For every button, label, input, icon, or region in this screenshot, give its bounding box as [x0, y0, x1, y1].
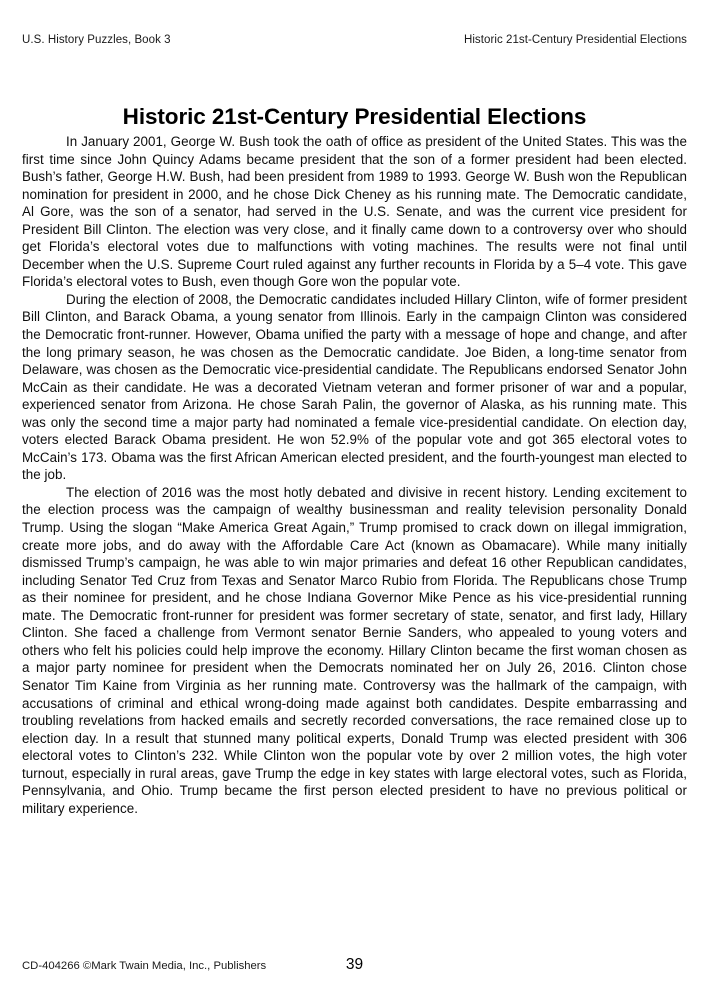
running-head [22, 33, 687, 49]
running-head-book-title: U.S. History Puzzles, Book 3 [22, 34, 171, 46]
running-head-lesson-title: Historic 21st-Century Presidential Elections [463, 34, 687, 46]
body-paragraph-2: During the election of 2008, the Democratic candidates included Hillary Clinton, wife of former president Bill Clinton, and Barack Obama, a young senator from Illinois. Early in the campaign Clinton was considered the Democratic front-runner. However, Obama unified the party with a message of hope and change, and after the long primary season, he was chosen as the Democratic candidate. Joe Biden, a long-time senator from Delaware, was chosen as the Democratic vice-presidential candidate. The Republicans endorsed Senator John McCain as their candidate. He was a decorated Vietnam veteran and former prisoner of war and a popular, experienced senator from Arizona. He chose Sarah Palin, the governor of Alaska, as his running mate. This was only the second time a major party had nominated a female vice-presidential candidate. On election day, voters elected Barack Obama president. He won 52.9% of the popular vote and got 365 electoral votes to McCain’s 173. Obama was the first African American elected president, and the fourth-youngest man elected to the job. [22, 291, 687, 483]
body-paragraph-1: In January 2001, George W. Bush took the oath of office as president of the United States. This was the first time since John Quincy Adams became president that the son of a former president had been elected. Bush’s father, George H.W. Bush, had been president from 1989 to 1993. George W. Bush won the Republican nomination for president in 2000, and he chose Dick Cheney as his running mate. The Democratic candidate, Al Gore, was the son of a senator, had served in the U.S. Senate, and was the current vice president for President Bill Clinton. The election was very close, and it finally came down to a controversy over who should get Florida’s electoral votes due to malfunctions with voting machines. The results were not final until December when the U.S. Supreme Court ruled against any further recounts in Florida by a 5–4 vote. This gave Florida’s electoral votes to Bush, even though Gore won the popular vote. [22, 134, 687, 290]
footer-publisher-credit: CD-404266 ©Mark Twain Media, Inc., Publishers [22, 960, 267, 972]
article-body [22, 133, 687, 817]
footer-page-number: 39 [345, 956, 364, 973]
body-paragraph-3: The election of 2016 was the most hotly debated and divisive in recent history. Lending excitement to the election process was the campaign of wealthy businessman and reality television personality Donald Trump. Using the slogan “Make America Great Again,” Trump promised to crack down on illegal immigration, create more jobs, and do away with the Affordable Care Act (known as Obamacare). While many initially dismissed Trump’s campaign, he was able to win major primaries and defeat 16 other Republican candidates, including Senator Ted Cruz from Texas and Senator Marco Rubio from Florida. The Republicans chose Trump as their nominee for president, and he chose Indiana Governor Mike Pence as his vice-presidential running mate. The Democratic front-runner for president was former secretary of state, senator, and first lady, Hillary Clinton. She faced a challenge from Vermont senator Bernie Sanders, who appealed to young voters and others who felt his policies could help improve the economy. Hillary Clinton became the first woman chosen as a major party nominee for president when the Democrats nominated her on July 26, 2016. Clinton chose Senator Tim Kaine from Virginia as her running mate. Controversy was the hallmark of the campaign, with accusations of criminal and ethical wrong-doing made against both candidates. Despite embarrassing and troubling revelations from hacked emails and secretly recorded conversations, the race remained close up to election day. In a result that stunned many political experts, Donald Trump was elected president with 306 electoral votes to Clinton’s 232. While Clinton won the popular vote by over 2 million votes, the high voter turnout, especially in rural areas, gave Trump the edge in key states with large electoral votes, such as Florida, Pennsylvania, and Ohio. Trump became the first person elected president to have no previous political or military experience. [22, 484, 687, 816]
page-title: Historic 21st-Century Presidential Elections [122, 104, 587, 130]
page-footer [22, 956, 687, 979]
